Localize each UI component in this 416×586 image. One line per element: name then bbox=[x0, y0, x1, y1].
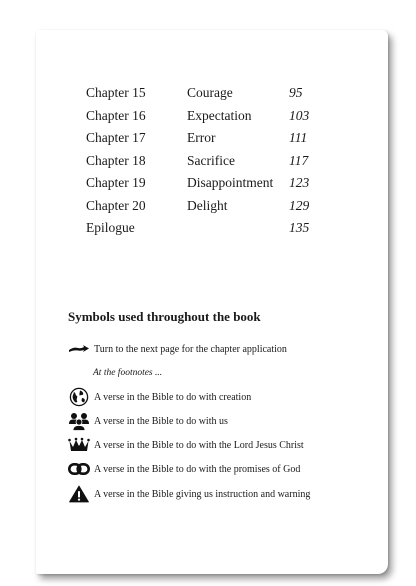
toc-title: Delight bbox=[187, 197, 228, 213]
symbol-row-christ bbox=[68, 434, 304, 456]
book-page bbox=[36, 30, 388, 574]
toc-page-number: 95 bbox=[289, 85, 303, 100]
toc-page-number: 111 bbox=[289, 130, 308, 145]
crown-icon bbox=[68, 434, 90, 456]
toc-page-number: 117 bbox=[289, 152, 309, 168]
symbol-text: A verse in the Bible to do with the Lord Jesus Christ bbox=[94, 439, 304, 451]
people-icon bbox=[68, 410, 90, 432]
symbol-text: A verse in the Bible to do with us bbox=[94, 415, 228, 427]
toc-row bbox=[86, 217, 326, 240]
chain-link-icon bbox=[68, 458, 90, 480]
toc-page-number: 129 bbox=[289, 197, 310, 213]
toc-chapter: Chapter 15 bbox=[86, 85, 146, 100]
toc-page-number: 135 bbox=[289, 220, 310, 235]
table-of-contents bbox=[86, 82, 326, 240]
symbol-text: A verse in the Bible giving us instruction and warning bbox=[94, 488, 311, 500]
symbol-row-creation bbox=[68, 386, 251, 408]
toc-chapter: Chapter 19 bbox=[86, 175, 146, 190]
toc-chapter: Chapter 20 bbox=[86, 197, 146, 213]
toc-page-number: 123 bbox=[289, 175, 310, 190]
toc-chapter: Epilogue bbox=[86, 220, 135, 235]
toc-row bbox=[86, 127, 326, 150]
symbol-row-promises bbox=[68, 458, 300, 480]
toc-title: Error bbox=[187, 130, 216, 145]
toc-title: Expectation bbox=[187, 107, 252, 123]
symbol-text: A verse in the Bible to do with creation bbox=[94, 391, 252, 403]
toc-chapter: Chapter 17 bbox=[86, 130, 146, 145]
symbol-row-warning bbox=[68, 483, 310, 505]
symbol-row-us bbox=[68, 410, 228, 432]
toc-title: Courage bbox=[187, 85, 233, 100]
symbol-row-next-page bbox=[68, 338, 287, 360]
toc-chapter: Chapter 16 bbox=[86, 107, 146, 123]
warning-icon bbox=[68, 483, 90, 505]
symbols-heading: Symbols used throughout the book bbox=[68, 309, 261, 324]
toc-row bbox=[86, 195, 326, 218]
toc-row bbox=[86, 172, 326, 195]
symbol-text: A verse in the Bible to do with the promises of God bbox=[94, 463, 301, 475]
globe-icon bbox=[68, 386, 90, 408]
arrow-icon bbox=[68, 338, 90, 360]
toc-row bbox=[86, 82, 326, 105]
toc-page-number: 103 bbox=[289, 107, 310, 123]
toc-row bbox=[86, 150, 326, 173]
footnotes-label: At the footnotes ... bbox=[93, 368, 163, 378]
toc-chapter: Chapter 18 bbox=[86, 152, 146, 168]
toc-title: Sacrifice bbox=[187, 152, 235, 168]
symbol-text: Turn to the next page for the chapter application bbox=[94, 343, 287, 355]
toc-title: Disappointment bbox=[187, 175, 274, 190]
toc-row bbox=[86, 105, 326, 128]
